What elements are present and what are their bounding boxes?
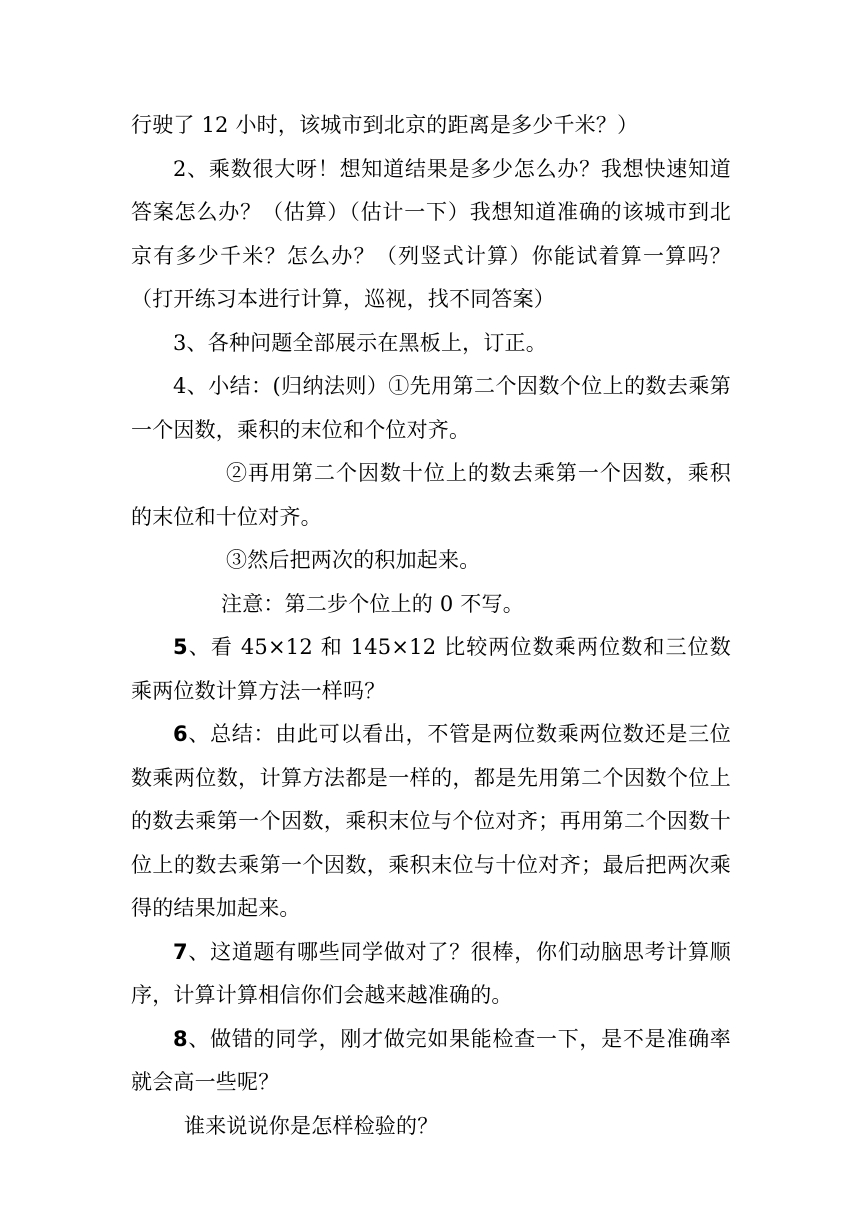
paragraph-note: 注意：第二步个位上的 0 不写。 [221, 591, 524, 616]
paragraph-text: 、看 45×12 和 145×12 比较两位数乘两位数和三位数乘两位数计算方法一样吗？ [131, 635, 731, 703]
paragraph-item-2: 2、乘数很大呀！想知道结果是多少怎么办？我想快速知道答案怎么办？（估算）（估计一下）我想知道准确的该城市到北京有多少千米？怎么办？（列竖式计算）你能试着算一算吗？（打开练习本进行计算，巡视，找不同答案） [131, 156, 731, 311]
item-number: 8 [173, 1026, 188, 1051]
paragraph-text: 、这道题有哪些同学做对了？很棒，你们动脑思考计算顺序，计算计算相信你们会越来越准确的。 [131, 939, 731, 1007]
paragraph-continuation: 行驶了 12 小时，该城市到北京的距离是多少千米？） [131, 113, 639, 137]
paragraph-rule-step-3: ③然后把两次的积加起来。 [226, 548, 481, 572]
paragraph-item-6 [131, 713, 731, 931]
paragraph-item-4-summary: 4、小结：(归纳法则）①先用第二个因数个位上的数去乘第一个因数，乘积的末位和个位对齐。 [131, 374, 731, 442]
paragraph-item-8 [131, 1018, 731, 1105]
paragraph-item-3: 3、各种问题全部展示在黑板上，订正。 [173, 330, 547, 355]
paragraph-text: 、总结：由此可以看出，不管是两位数乘两位数还是三位数乘两位数，计算方法都是一样的，都是先用第二个因数个位上的数去乘第一个因数，乘积末位与个位对齐；再用第二个因数十位上的数去乘第一个因数，乘积末位与十位对齐；最后把两次乘得的结果加起来。 [131, 722, 731, 920]
paragraph-text: 、做错的同学，刚才做完如果能检查一下，是不是准确率就会高一些呢？ [131, 1026, 731, 1094]
item-number: 5 [173, 635, 188, 659]
document-body [131, 104, 731, 1148]
paragraph-item-7 [131, 931, 731, 1018]
paragraph-rule-step-2: ②再用第二个因数十位上的数去乘第一个因数，乘积的末位和十位对齐。 [131, 461, 731, 529]
item-number: 6 [173, 722, 188, 746]
paragraph-item-5 [131, 626, 731, 713]
item-number: 7 [173, 939, 188, 964]
paragraph-closing-question: 谁来说说你是怎样检验的？ [184, 1113, 439, 1138]
